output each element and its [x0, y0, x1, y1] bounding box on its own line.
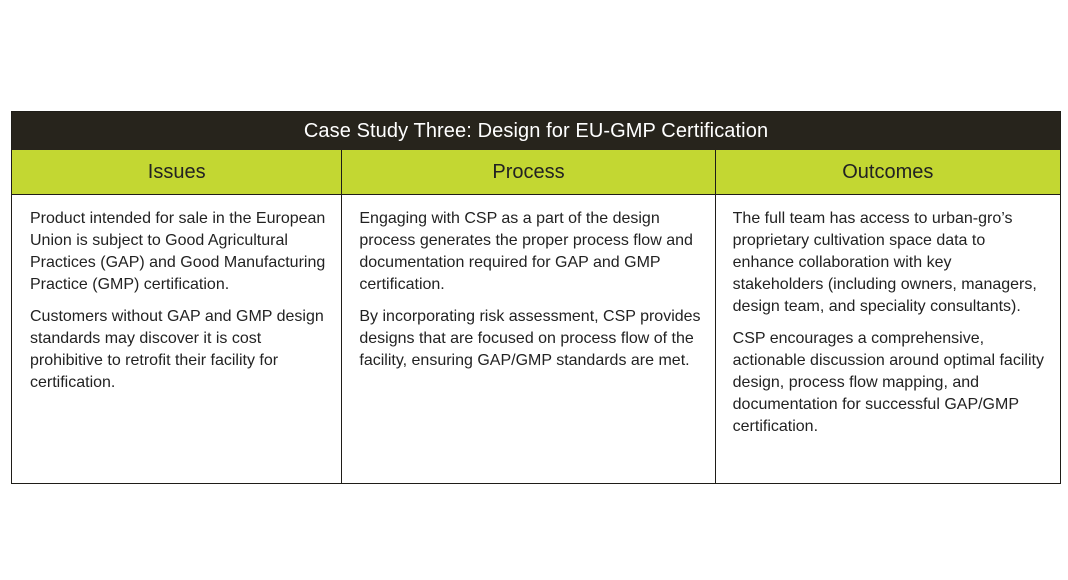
body-row — [12, 195, 1060, 483]
process-paragraph-2: By incorporating risk assessment, CSP provides designs that are focused on process flow of the facility, ensuring GAP/GMP standards are met. — [359, 308, 701, 369]
header-process: Process — [342, 150, 715, 194]
outcomes-paragraph-1: The full team has access to urban-gro’s proprietary cultivation space data to enhance collaboration with key stakeholders (including owners, managers, design team, and speciality consultants). — [732, 210, 1037, 315]
issues-cell — [12, 195, 342, 483]
case-study-table — [11, 111, 1061, 484]
outcomes-paragraph-2: CSP encourages a comprehensive, actionable discussion around optimal facility design, process flow mapping, and documentation for successful GAP/GMP certification. — [732, 330, 1044, 435]
header-issues: Issues — [12, 150, 342, 194]
header-outcomes: Outcomes — [842, 160, 934, 183]
issues-paragraph-1: Product intended for sale in the European Union is subject to Good Agricultural Practices (GAP) and Good Manufacturing Practice (GMP) certification. — [30, 210, 326, 293]
header-row — [12, 150, 1060, 195]
process-paragraph-1: Engaging with CSP as a part of the design process generates the proper process flow and documentation required for GAP and GMP certification. — [359, 210, 693, 293]
table-title: Case Study Three: Design for EU-GMP Certification — [12, 112, 1060, 150]
process-cell — [342, 195, 715, 483]
outcomes-cell — [716, 195, 1060, 483]
issues-paragraph-2: Customers without GAP and GMP design standards may discover it is cost prohibitive to retrofit their facility for certification. — [30, 308, 324, 391]
